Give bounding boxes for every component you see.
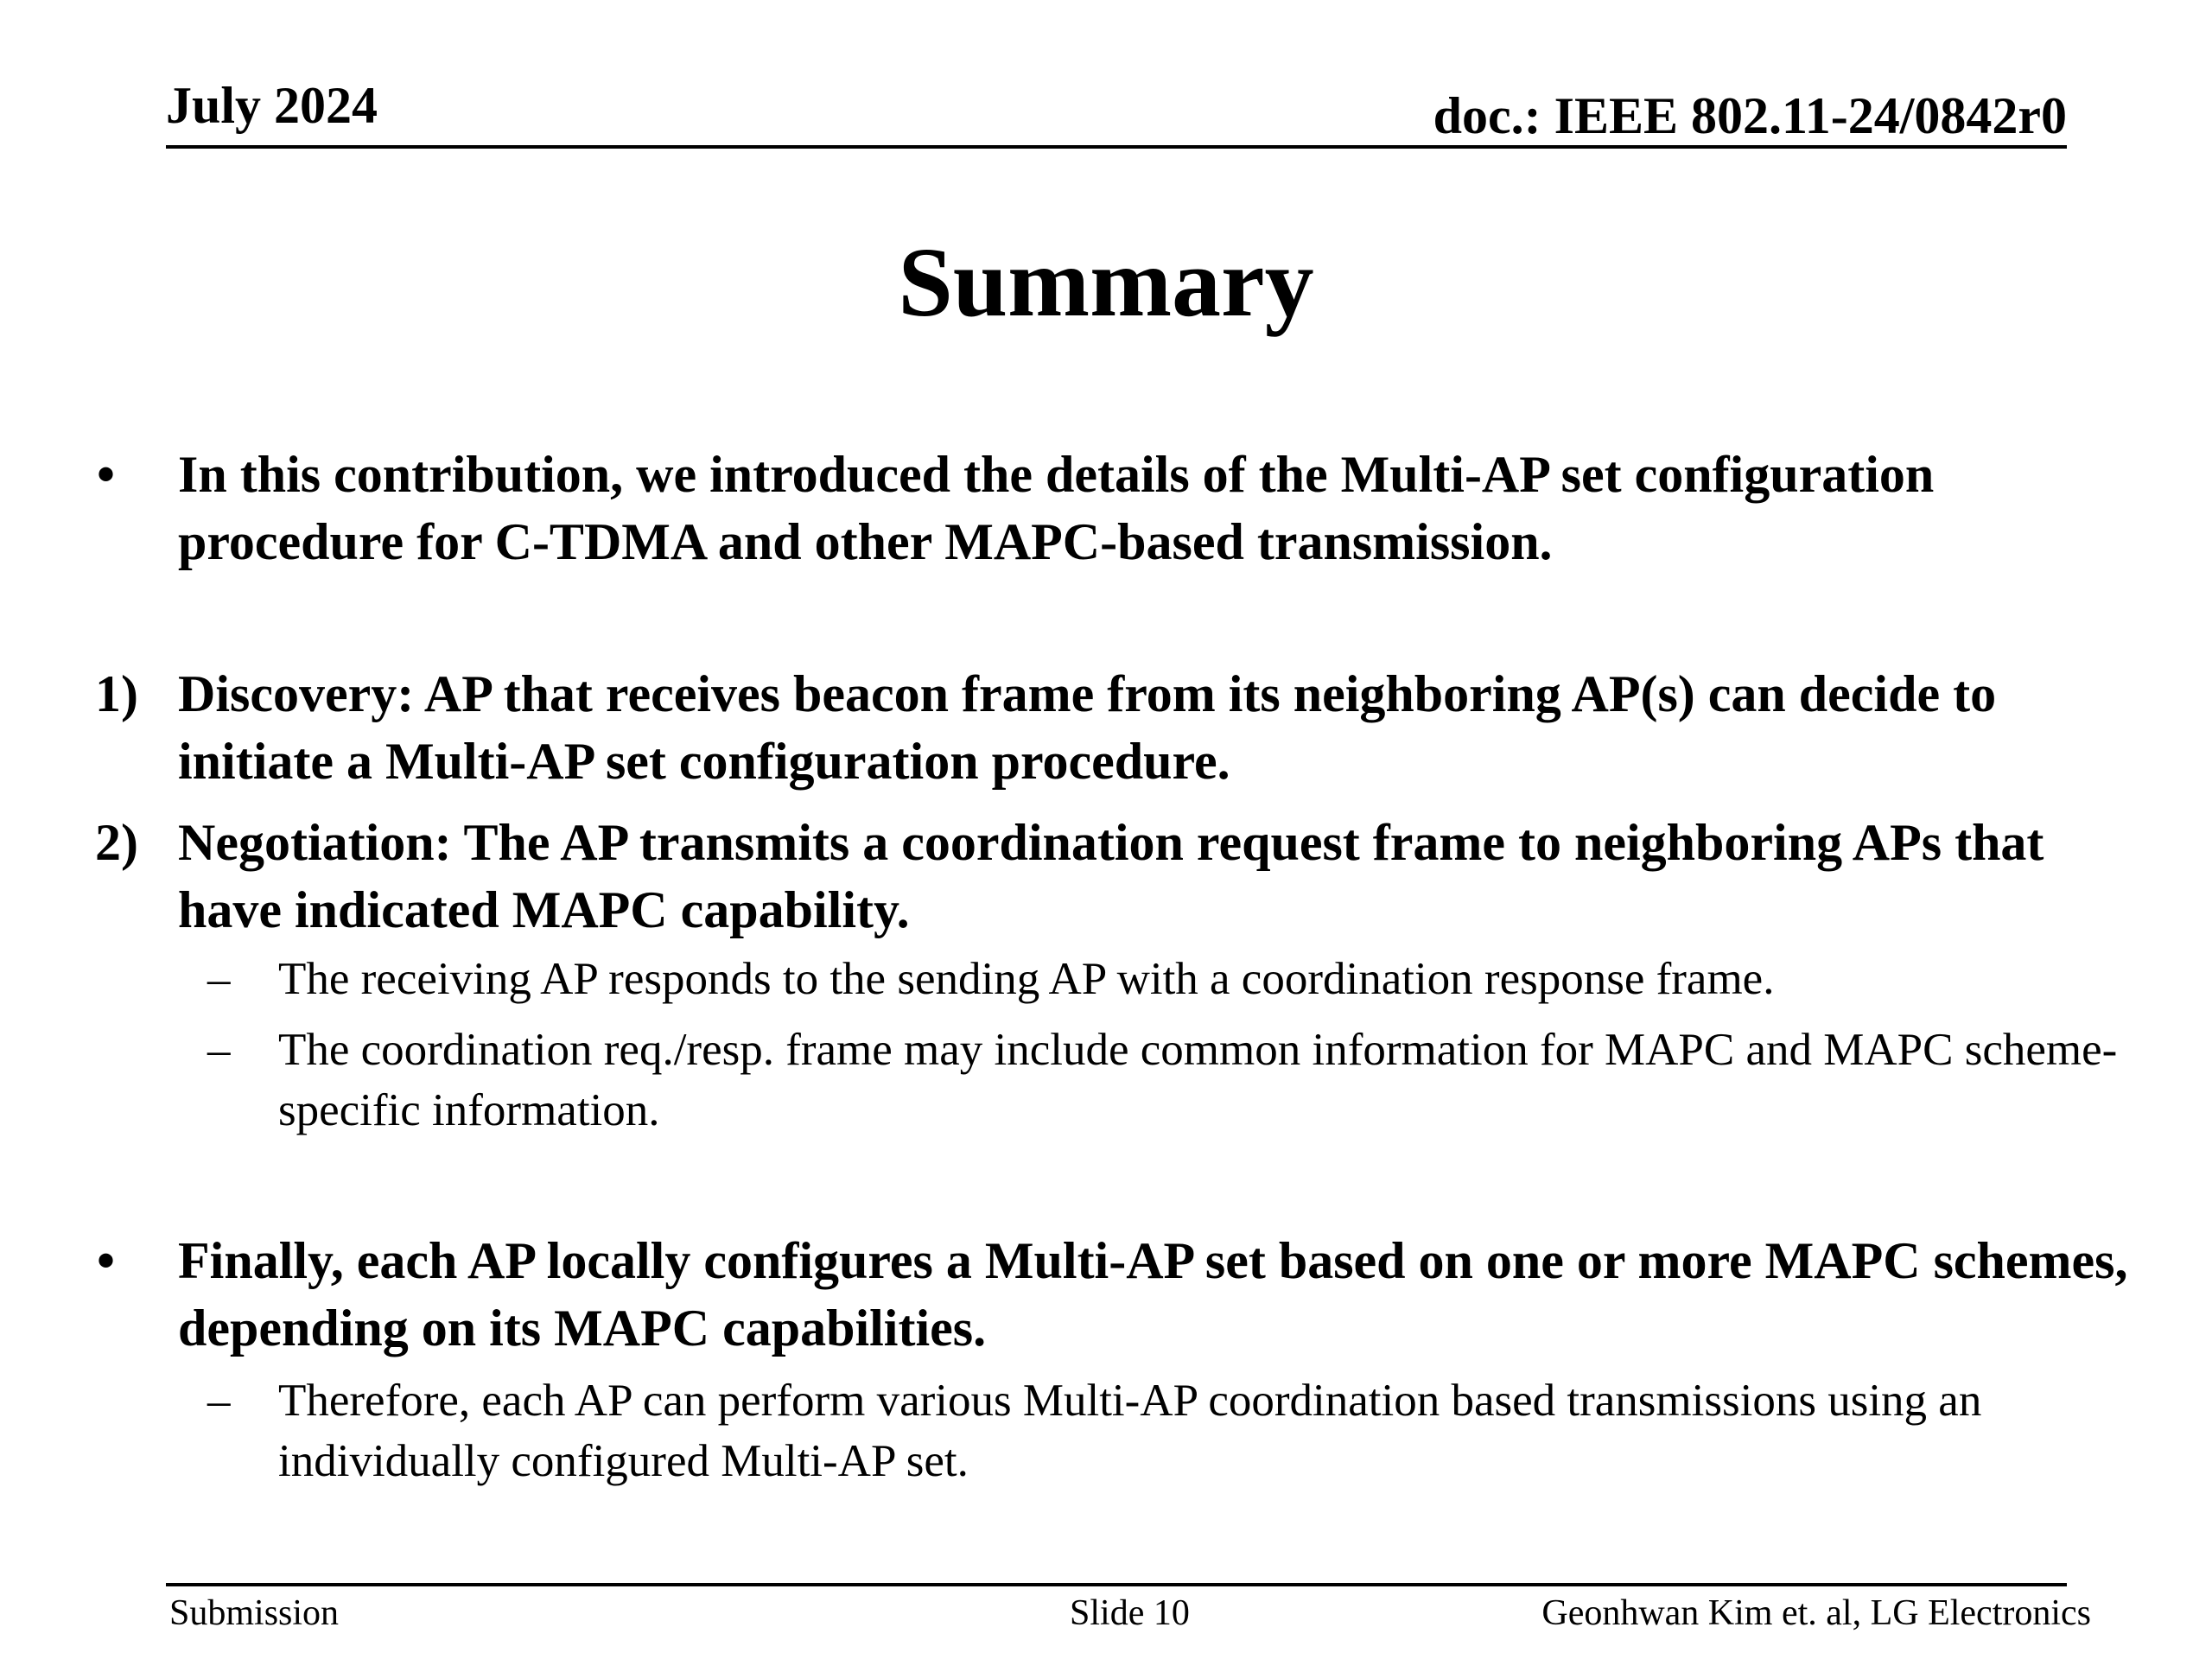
dash-marker: – <box>207 1376 231 1426</box>
bullet-text: Finally, each AP locally configures a Multi-AP set based on one or more MAPC schemes, depending on its MAPC capabilities. <box>178 1232 2128 1357</box>
bullet-item-contribution <box>86 441 2160 575</box>
sub-bullet-item <box>86 1020 2160 1141</box>
header-date: July 2024 <box>166 77 378 134</box>
footer-slide-number: Slide 10 <box>1070 1593 1190 1633</box>
sub-bullet-text: The receiving AP responds to the sending AP with a coordination response frame. <box>278 954 1775 1004</box>
number-marker: 1) <box>95 665 138 722</box>
numbered-item-text: Negotiation: The AP transmits a coordination request frame to neighboring APs that have indicated MAPC capability. <box>178 814 2044 938</box>
header-doc-id: doc.: IEEE 802.11-24/0842r0 <box>1433 87 2067 144</box>
dash-marker: – <box>207 954 231 1004</box>
footer-author: Geonhwan Kim et. al, LG Electronics <box>1541 1593 2091 1633</box>
slide-body <box>86 441 2160 1491</box>
sub-bullet-item <box>86 1370 2160 1491</box>
bullet-marker: • <box>97 446 116 503</box>
footer-divider <box>166 1583 2067 1586</box>
number-marker: 2) <box>95 814 138 871</box>
header-divider <box>166 145 2067 149</box>
slide-title: Summary <box>898 227 1314 337</box>
numbered-item-discovery <box>86 660 2160 795</box>
sub-bullet-text: Therefore, each AP can perform various Multi-AP coordination based transmissions using an individually configured Multi-AP set. <box>278 1376 1982 1486</box>
numbered-item-negotiation <box>86 809 2160 944</box>
numbered-item-text: Discovery: AP that receives beacon frame from its neighboring AP(s) can decide to initiate a Multi-AP set configuration procedure. <box>178 665 1997 790</box>
bullet-item-finally <box>86 1227 2160 1362</box>
dash-marker: – <box>207 1025 231 1075</box>
sub-bullet-item <box>86 949 2160 1009</box>
footer-submission: Submission <box>169 1593 340 1633</box>
bullet-marker: • <box>97 1232 116 1289</box>
bullet-text: In this contribution, we introduced the details of the Multi-AP set configuration procedure for C-TDMA and other MAPC-based transmission. <box>178 446 1935 570</box>
sub-bullet-text: The coordination req./resp. frame may include common information for MAPC and MAPC scheme-specific information. <box>278 1025 2118 1135</box>
